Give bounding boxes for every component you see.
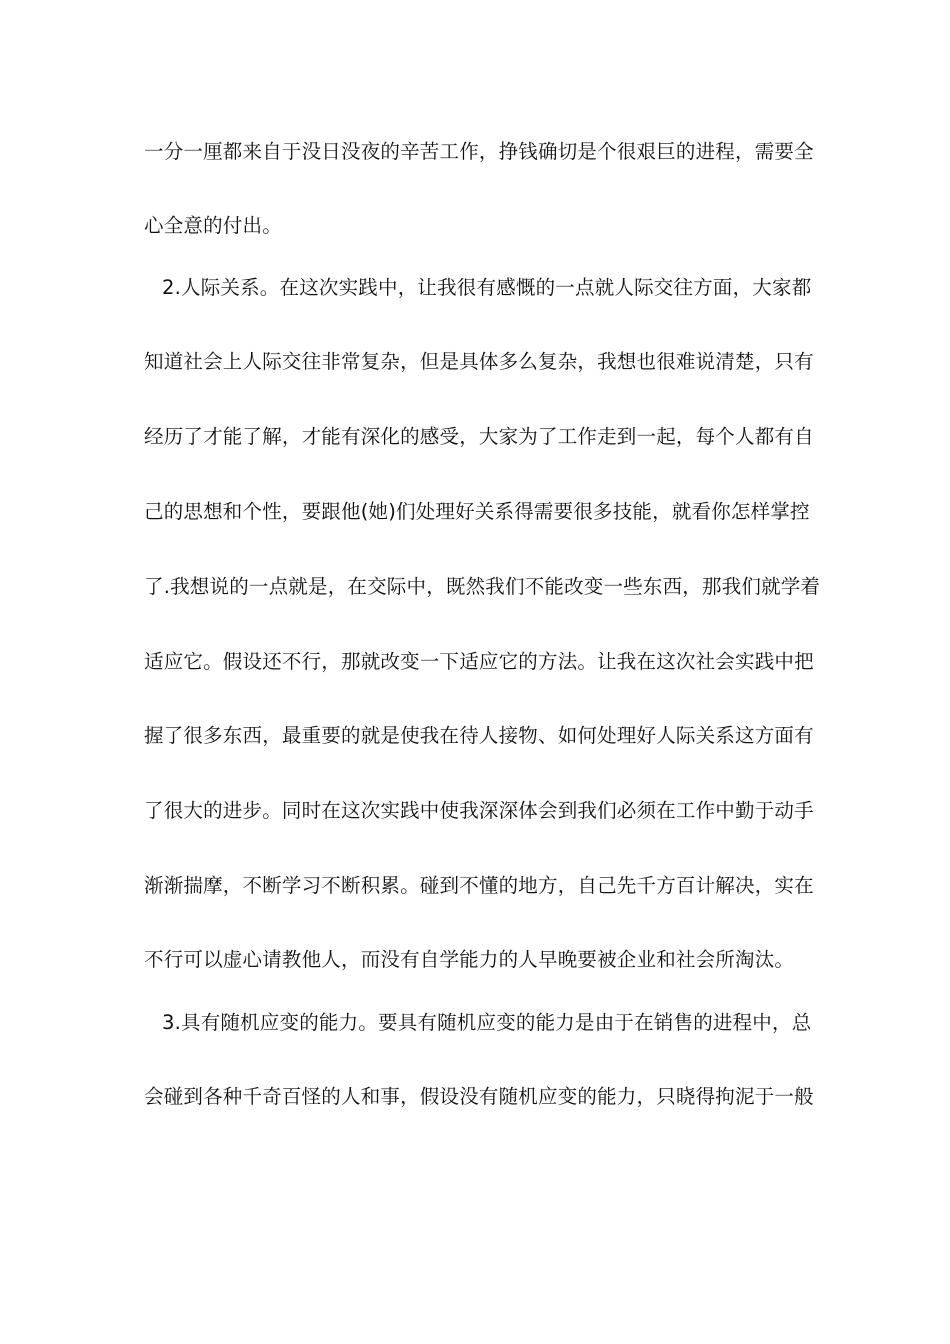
text-line: 不行可以虚心请教他人，而没有自学能力的人早晚要被企业和社会所淘汰。 — [144, 948, 795, 971]
numbered-paragraph-line: 3.具有随机应变的能力。要具有随机应变的能力是由于在销售的进程中，总 — [162, 1011, 812, 1034]
text-line: 己的思想和个性，要跟他(她)们处理好关系得需要很多技能，就看你怎样掌控 — [144, 500, 810, 523]
text-line: 渐渐揣摩，不断学习不断积累。碰到不懂的地方，自己先千方百计解决，实在 — [144, 874, 814, 897]
text-line: 心全意的付出。 — [144, 214, 282, 237]
text-line: 一分一厘都来自于没日没夜的辛苦工作，挣钱确切是个很艰巨的进程，需要全 — [144, 140, 814, 163]
text-line: 经历了才能了解，才能有深化的感受，大家为了工作走到一起，每个人都有自 — [144, 425, 814, 448]
text-line: 会碰到各种千奇百怪的人和事，假设没有随机应变的能力，只晓得拘泥于一般 — [144, 1085, 814, 1108]
text-line: 适应它。假设还不行，那就改变一下适应它的方法。让我在这次社会实践中把 — [144, 650, 814, 673]
text-line: 了很大的进步。同时在这次实践中使我深深体会到我们必须在工作中勤于动手 — [144, 799, 814, 822]
text-line: 知道社会上人际交往非常复杂，但是具体多么复杂，我想也很难说清楚，只有 — [144, 350, 814, 373]
text-line: 了.我想说的一点就是，在交际中，既然我们不能改变一些东西，那我们就学着 — [144, 575, 821, 598]
numbered-paragraph-line: 2.人际关系。在这次实践中，让我很有感慨的一点就人际交往方面，大家都 — [162, 276, 812, 299]
text-line: 握了很多东西，最重要的就是使我在待人接物、如何处理好人际关系这方面有 — [144, 724, 814, 747]
